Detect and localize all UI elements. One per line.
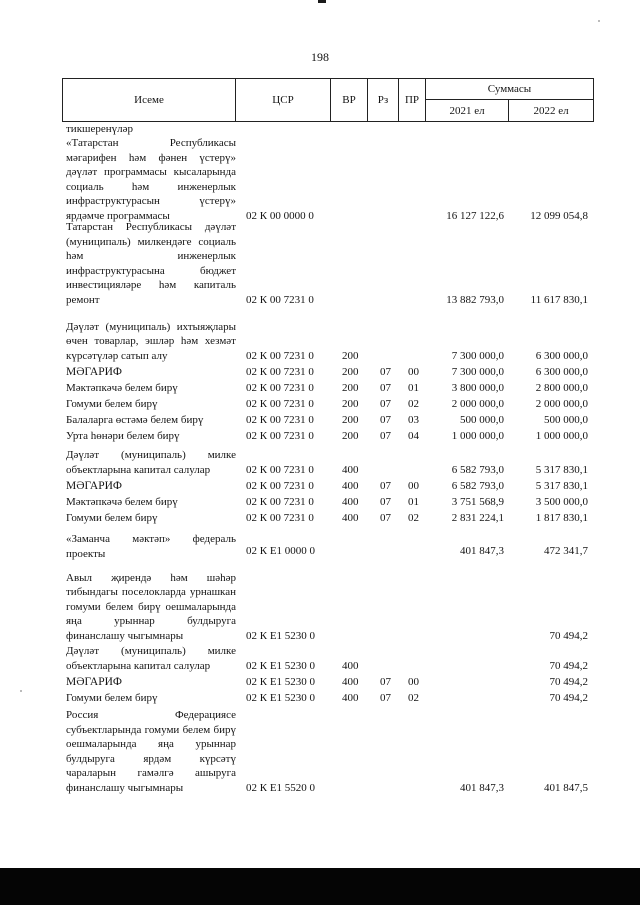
row-sum-2022: 1 817 830,1 [535, 511, 588, 524]
row-csr: 02 К 00 7231 0 [246, 365, 314, 378]
row-name: МӘГАРИФ [66, 675, 123, 688]
table-row [0, 307, 640, 363]
row-name: Мәктәпкәчә белем бирү [66, 495, 178, 508]
scan-top-mark [318, 0, 326, 3]
row-csr: 02 К 00 7231 0 [246, 495, 314, 508]
table-header [62, 78, 594, 122]
header-pr: ПР [404, 94, 420, 106]
row-sum-2021: 3 751 568,9 [451, 495, 504, 508]
row-sum-2022: 70 494,2 [549, 659, 588, 672]
row-csr: 02 К 00 7231 0 [246, 463, 314, 476]
table-row [0, 493, 640, 509]
row-sum-2022: 2 800 000,0 [535, 381, 588, 394]
table-row [0, 709, 640, 795]
row-vr: 200 [342, 381, 359, 394]
row-name: «Татарстан Республикасы мәгарифен һәм фәнен үстерү» дәүләт программасы кысаларында социаль һәм инженерлык инфраструктурасын үстерү» ярдәмче программасы [66, 137, 236, 222]
row-vr: 400 [342, 659, 359, 672]
table-row [0, 477, 640, 493]
row-sum-2022: 6 300 000,0 [535, 349, 588, 362]
row-pr: 00 [408, 479, 419, 492]
row-sum-2022: 401 847,5 [544, 781, 588, 794]
table-row [0, 395, 640, 411]
row-csr: 02 К Е1 5230 0 [246, 675, 316, 688]
table-row [0, 561, 640, 643]
row-rz: 07 [380, 675, 391, 688]
table-row [0, 411, 640, 427]
row-vr: 400 [342, 675, 359, 688]
row-csr: 02 К 00 7231 0 [246, 381, 314, 394]
row-rz: 07 [380, 691, 391, 704]
row-csr: 02 К 00 7231 0 [246, 397, 314, 410]
row-name: Гомуми белем бирү [66, 691, 158, 704]
row-name: Мәктәпкәчә белем бирү [66, 381, 178, 394]
row-csr: 02 К Е1 5520 0 [246, 781, 316, 794]
row-sum-2021: 16 127 122,6 [446, 209, 504, 222]
header-sums: Суммасы [487, 83, 532, 95]
row-name: Урта һөнәри белем бирү [66, 429, 180, 442]
row-vr: 200 [342, 365, 359, 378]
row-rz: 07 [380, 479, 391, 492]
row-vr: 400 [342, 463, 359, 476]
header-csr: ЦСР [272, 94, 294, 106]
row-csr: 02 К 00 7231 0 [246, 511, 314, 524]
row-vr: 200 [342, 349, 359, 362]
row-sum-2021: 7 300 000,0 [451, 365, 504, 378]
row-pr: 02 [408, 397, 419, 410]
row-sum-2022: 500 000,0 [544, 413, 588, 426]
header-2022: 2022 ел [533, 104, 569, 117]
row-name: Дәүләт (муниципаль) милке объектларына капитал салулар [66, 449, 236, 476]
row-sum-2022: 2 000 000,0 [535, 397, 588, 410]
row-vr: 400 [342, 479, 359, 492]
row-csr: 02 К 00 7231 0 [246, 349, 314, 362]
row-name: тикшеренүләр [66, 122, 134, 135]
row-name: МӘГАРИФ [66, 365, 123, 378]
row-sum-2021: 2 000 000,0 [451, 397, 504, 410]
row-name: Татарстан Республикасы дәүләт (муниципаль) милкендәге социаль һәм инженерлык инфраструктурасына бюджет инвестицияләре һәм капиталь ремонт [66, 221, 236, 306]
row-sum-2021: 500 000,0 [460, 413, 504, 426]
row-sum-2022: 70 494,2 [549, 675, 588, 688]
row-sum-2021: 6 582 793,0 [451, 479, 504, 492]
table-row [0, 443, 640, 477]
row-pr: 03 [408, 413, 419, 426]
row-name: «Заманча мәктәп» федераль проекты [66, 533, 236, 560]
row-vr: 400 [342, 691, 359, 704]
row-sum-2021: 7 300 000,0 [451, 349, 504, 362]
row-sum-2021: 3 800 000,0 [451, 381, 504, 394]
row-pr: 01 [408, 381, 419, 394]
header-2021: 2021 ел [449, 104, 485, 117]
row-rz: 07 [380, 413, 391, 426]
header-name: Исеме [134, 94, 164, 106]
row-sum-2022: 6 300 000,0 [535, 365, 588, 378]
row-sum-2022: 70 494,2 [549, 691, 588, 704]
row-sum-2022: 70 494,2 [549, 629, 588, 642]
row-sum-2021: 2 831 224,1 [451, 511, 504, 524]
row-name: Гомуми белем бирү [66, 397, 158, 410]
row-sum-2021: 13 882 793,0 [446, 293, 504, 306]
row-vr: 400 [342, 511, 359, 524]
row-name: Россия Федерациясе субъектларында гомуми белем бирү оешмаларында яңа урыннар булдыруга ярдәм күрсәтү чараларын гамәлгә ашыруга финанслашу чыгымнары [66, 709, 236, 794]
row-pr: 01 [408, 495, 419, 508]
row-pr: 02 [408, 691, 419, 704]
row-csr: 02 К 00 7231 0 [246, 479, 314, 492]
table-row [0, 223, 640, 307]
row-name: Дәүләт (муниципаль) милке объектларына капитал салулар [66, 645, 236, 672]
row-sum-2022: 3 500 000,0 [535, 495, 588, 508]
row-csr: 02 К 00 7231 0 [246, 293, 314, 306]
row-csr: 02 К 00 7231 0 [246, 413, 314, 426]
table-row [0, 120, 640, 136]
row-rz: 07 [380, 429, 391, 442]
row-name: Гомуми белем бирү [66, 511, 158, 524]
row-vr: 200 [342, 413, 359, 426]
row-name: Авыл җирендә һәм шәһәр тибындагы поселокларда урнашкан гомуми белем бирү оешмаларында яңа урыннар булдыруга финанслашу чыгымнары [66, 571, 236, 642]
table-row [0, 689, 640, 705]
table-row [0, 379, 640, 395]
row-vr: 200 [342, 429, 359, 442]
table-row [0, 643, 640, 673]
row-sum-2022: 472 341,7 [544, 544, 588, 557]
row-vr: 200 [342, 397, 359, 410]
table-row [0, 525, 640, 561]
row-rz: 07 [380, 495, 391, 508]
row-sum-2022: 5 317 830,1 [535, 463, 588, 476]
table-row [0, 673, 640, 689]
row-name: Дәүләт (муниципаль) ихтыяҗлары өчен товарлар, эшләр һәм хезмәт күрсәтүләр сатып алу [66, 320, 236, 362]
row-sum-2021: 1 000 000,0 [451, 429, 504, 442]
row-sum-2022: 5 317 830,1 [535, 479, 588, 492]
table-row [0, 363, 640, 379]
row-csr: 02 К Е1 5230 0 [246, 629, 316, 642]
row-pr: 00 [408, 675, 419, 688]
row-sum-2022: 11 617 830,1 [530, 293, 588, 306]
row-rz: 07 [380, 511, 391, 524]
row-rz: 07 [380, 365, 391, 378]
scan-bottom-border [0, 868, 640, 905]
row-pr: 00 [408, 365, 419, 378]
row-sum-2021: 401 847,3 [460, 544, 504, 557]
page-number: 198 [311, 50, 329, 64]
scan-speck [20, 690, 22, 692]
scan-speck [598, 20, 600, 22]
row-name: Балаларга өстәмә белем бирү [66, 413, 204, 426]
table-row [0, 427, 640, 443]
row-pr: 02 [408, 511, 419, 524]
row-sum-2021: 6 582 793,0 [451, 463, 504, 476]
table-row [0, 136, 640, 223]
row-pr: 04 [408, 429, 419, 442]
row-csr: 02 К Е1 5230 0 [246, 691, 316, 704]
row-sum-2022: 12 099 054,8 [530, 209, 588, 222]
row-sum-2021: 401 847,3 [460, 781, 504, 794]
row-csr: 02 К Е1 0000 0 [246, 544, 316, 557]
row-vr: 400 [342, 495, 359, 508]
row-rz: 07 [380, 397, 391, 410]
row-csr: 02 К Е1 5230 0 [246, 659, 316, 672]
row-name: МӘГАРИФ [66, 479, 123, 492]
header-rz: Рз [377, 94, 389, 106]
row-sum-2022: 1 000 000,0 [535, 429, 588, 442]
row-rz: 07 [380, 381, 391, 394]
row-csr: 02 К 00 7231 0 [246, 429, 314, 442]
header-vr: ВР [342, 94, 356, 106]
table-row [0, 509, 640, 525]
row-csr: 02 К 00 0000 0 [246, 209, 314, 222]
